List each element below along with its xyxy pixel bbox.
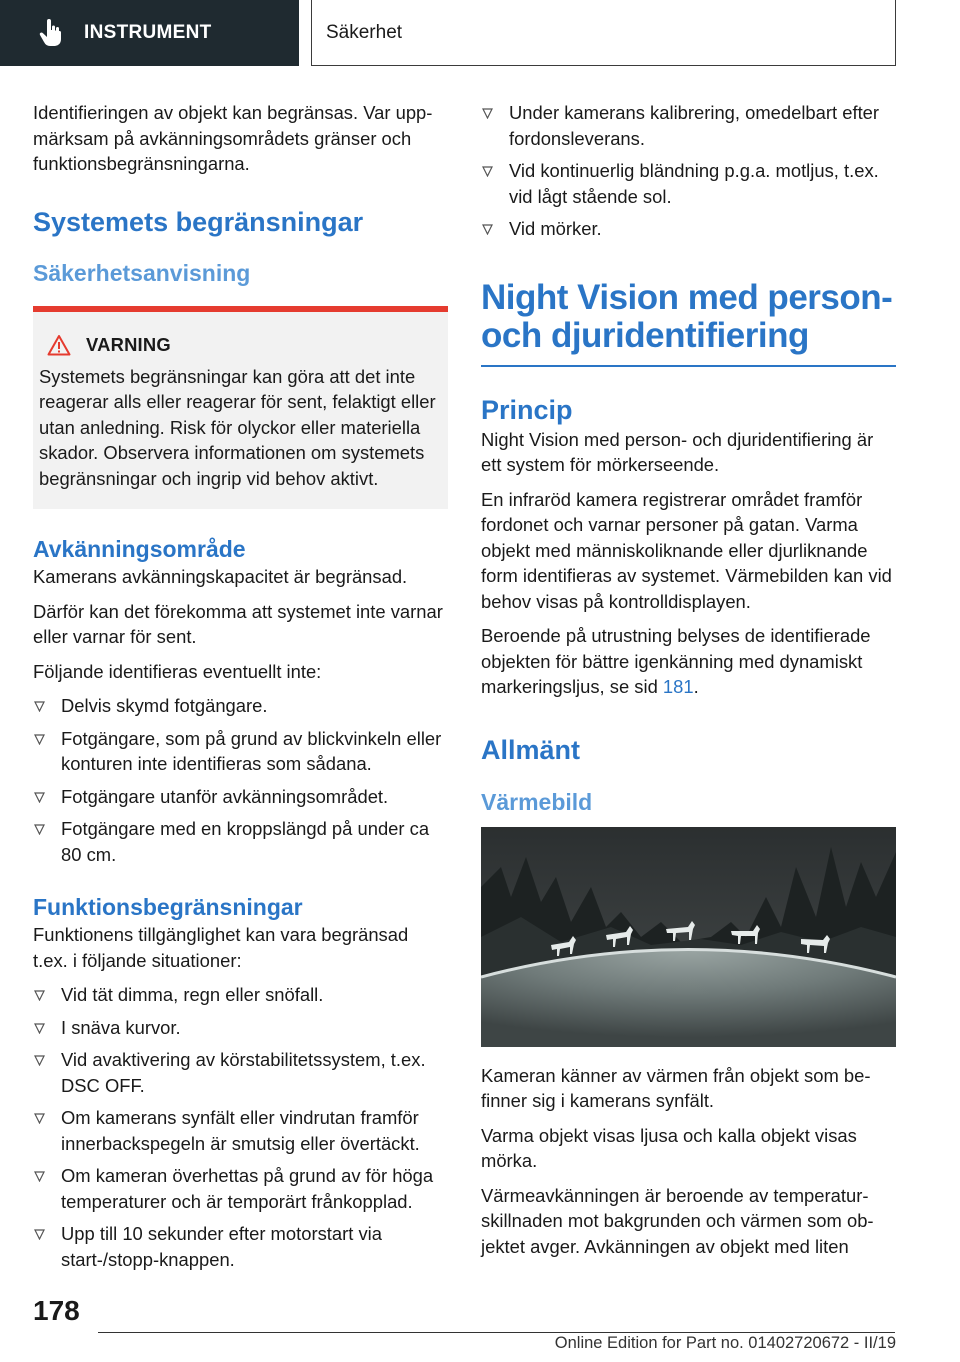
list-item: Fotgängare med en kroppslängd på under ca 80 cm. [33,816,448,867]
list-item: Vid kontinuerlig bländning p.g.a. motljus, t.ex. vid lågt stående sol. [481,158,896,209]
bullet-triangle-icon [34,734,45,745]
func-paragraph-1: Funktionens tillgänglighet kan vara begränsad t.ex. i följande situationer: [33,924,409,971]
page-link[interactable]: 181 [662,676,694,697]
bullet-triangle-icon [34,1055,45,1066]
bullet-triangle-icon [34,701,45,712]
bullet-triangle-icon [34,792,45,803]
list-item: Fotgängare utanför avkänningsområdet. [33,784,448,810]
thermal-paragraph-3: Värmeavkänningen är beroende av temperaturskillnaden mot bakgrunden och värmen som objektet avger. Avkänningen av objekt med liten [481,1184,874,1257]
range-paragraph-2: Därför kan det förekomma att systemet inte varnar eller varnar för sent. [33,600,443,647]
list-item: Fotgängare, som på grund av blickvinkeln eller konturen inte identifieras som sådana. [33,726,448,777]
page-number: 178 [33,1295,80,1326]
bullet-triangle-icon [34,824,45,835]
heading-detection-range: Avkänningsområde [33,536,246,562]
page-header [0,0,960,66]
bullet-triangle-icon [34,1229,45,1240]
heading-system-limits: Systemets begränsningar [33,206,364,237]
list-item: Om kameran överhettas på grund av för höga temperaturer och är temporärt frånkopplad. [33,1163,448,1214]
range-paragraph-1: Kamerans avkänningskapacitet är begränsad. [33,566,408,587]
heading-thermal-image: Värmebild [481,788,593,815]
list-item: Vid tät dimma, regn eller snöfall. [33,982,448,1008]
bullet-triangle-icon [482,224,493,235]
bullet-triangle-icon [34,990,45,1001]
bullet-triangle-icon [482,166,493,177]
warning-triangle-icon [47,334,71,356]
subsection-tab-label: Säkerhet [326,21,403,43]
range-list [33,693,448,867]
right-column [481,100,896,1268]
heading-safety-notice: Säkerhetsanvisning [33,259,251,286]
warning-title [39,334,438,356]
thermal-paragraph-2: Varma objekt visas ljusa och kalla objekt visas mörka. [481,1124,857,1171]
bullet-triangle-icon [482,108,493,119]
list-item: Vid mörker. [481,216,896,242]
warning-text: Systemets begränsningar kan göra att det inte reagerar alls eller reagerar för sent, felaktigt eller utan anledning. Risk för olyckor eller materiella skador. Observera informationen om systemets begränsningar och ingrip vid behov aktivt. [39,365,436,489]
bullet-triangle-icon [34,1113,45,1124]
range-paragraph-3: Följande identifieras eventuellt inte: [33,660,322,682]
subsection-tab [311,0,896,66]
hand-pointer-icon [38,18,64,48]
continued-list [481,100,896,242]
list-item: Under kamerans kalibrering, omedelbart efter fordonsleverans. [481,100,896,151]
list-item: Om kamerans synfält eller vindrutan framför innerbackspegeln är smutsig eller övertäckt. [33,1105,448,1156]
list-item: I snäva kurvor. [33,1015,448,1041]
heading-principle: Princip [481,394,573,425]
bullet-triangle-icon [34,1023,45,1034]
left-column [33,100,448,1279]
list-item: Vid avaktivering av körstabilitetssystem, t.ex. DSC OFF. [33,1047,448,1098]
heading-function-limits: Funktionsbegränsningar [33,894,303,920]
warning-title-text: VARNING [86,333,171,355]
principle-paragraph-1: Night Vision med person- och djuridentifiering är ett system för mörkerseende. [481,428,874,475]
func-list [33,982,448,1272]
principle-paragraph-2: En infraröd kamera registrerar området framför fordonet och varnar personer på gatan. Varma objekt med människoliknande eller djurliknande form identifieras av systemet. Värmebilden kan vid behov visas på kontrolldisplayen. [481,488,892,612]
intro-paragraph: Identifieringen av objekt kan begränsas. Var uppmärksam på avkänningsområdets gränser och funktionsbegränsningarna. [33,102,433,174]
heading-general: Allmänt [481,734,581,765]
section-tab-label: INSTRUMENT [84,22,212,43]
section-tab-instrument [0,0,299,66]
edition-text: Online Edition for Part no. 01402720672 - II/19 [554,1334,896,1352]
list-item: Delvis skymd fotgängare. [33,693,448,719]
warning-box [33,306,448,510]
list-item: Upp till 10 sekunder efter motorstart via start-/stopp-knappen. [33,1221,448,1272]
principle-paragraph-3: Beroende på utrustning belyses de identifierade objekten för bättre igenkänning med dynamiskt markeringsljus, se sid 181. [481,625,871,697]
chapter-title: Night Vision med personoch djuridentifiering [481,277,893,355]
footer-rule [98,1332,895,1333]
thermal-image-illustration [481,827,896,1047]
thermal-paragraph-1: Kameran känner av värmen från objekt som befinner sig i kamerans synfält. [481,1064,871,1111]
bullet-triangle-icon [34,1171,45,1182]
